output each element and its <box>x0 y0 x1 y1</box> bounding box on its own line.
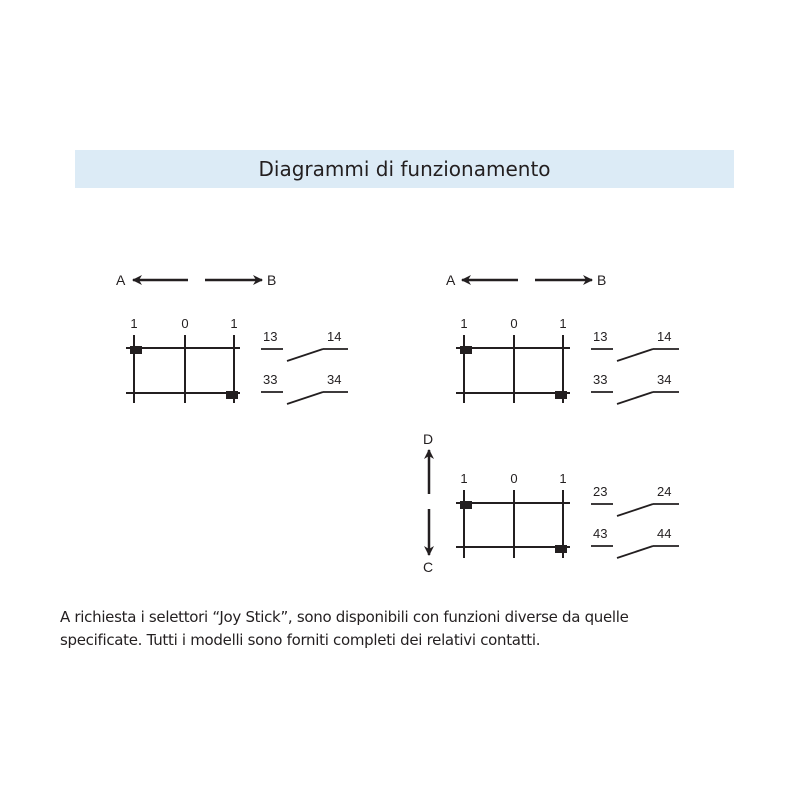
contact-closed-marker <box>460 501 472 509</box>
position-label: 1 <box>230 316 238 331</box>
contact-symbol <box>591 349 679 361</box>
contact-terminal: 44 <box>657 526 672 541</box>
direction-label-d: D <box>422 431 434 447</box>
direction-label-a: A <box>116 272 126 288</box>
contact-closed-marker <box>555 391 567 399</box>
contact-closed-marker <box>460 346 472 354</box>
direction-label-b: B <box>267 272 277 288</box>
switching-grid <box>126 335 240 403</box>
position-label: 1 <box>460 316 468 331</box>
contact-closed-marker <box>226 391 238 399</box>
direction-label-c: C <box>422 559 434 575</box>
contact-terminal: 24 <box>657 484 672 499</box>
contact-closed-marker <box>555 545 567 553</box>
position-label: 1 <box>559 316 567 331</box>
page-title: Diagrammi di funzionamento <box>258 157 551 181</box>
footnote-line: specificate. Tutti i modelli sono forniti completi dei relativi contatti. <box>60 631 541 649</box>
contact-terminal: 14 <box>327 329 342 344</box>
contact-terminal: 14 <box>657 329 672 344</box>
position-label: 1 <box>460 471 468 486</box>
direction-label-b: B <box>597 272 607 288</box>
contact-terminal: 34 <box>657 372 672 387</box>
contact-terminal: 34 <box>327 372 342 387</box>
diagram-right-top <box>446 272 679 404</box>
direction-label-a: A <box>446 272 456 288</box>
switching-grid <box>456 335 570 403</box>
contact-symbol <box>591 504 679 516</box>
contact-closed-marker <box>130 346 142 354</box>
contact-terminal: 33 <box>263 372 278 387</box>
contact-symbol <box>591 546 679 558</box>
position-label: 0 <box>510 471 518 486</box>
contact-symbol <box>261 392 348 404</box>
contact-terminal: 13 <box>593 329 608 344</box>
diagram-right-bottom <box>423 431 679 575</box>
switching-grid <box>456 490 570 558</box>
footnote <box>60 606 750 652</box>
footnote-line: A richiesta i selettori “Joy Stick”, sono disponibili con funzioni diverse da quelle <box>60 608 629 626</box>
contact-symbol <box>591 392 679 404</box>
contact-symbol <box>261 349 348 361</box>
position-label: 0 <box>510 316 518 331</box>
contact-terminal: 43 <box>593 526 608 541</box>
contact-terminal: 33 <box>593 372 608 387</box>
diagram-left <box>116 272 348 404</box>
contact-terminal: 23 <box>593 484 608 499</box>
contact-terminal: 13 <box>263 329 278 344</box>
position-label: 1 <box>130 316 138 331</box>
position-label: 0 <box>181 316 189 331</box>
position-label: 1 <box>559 471 567 486</box>
